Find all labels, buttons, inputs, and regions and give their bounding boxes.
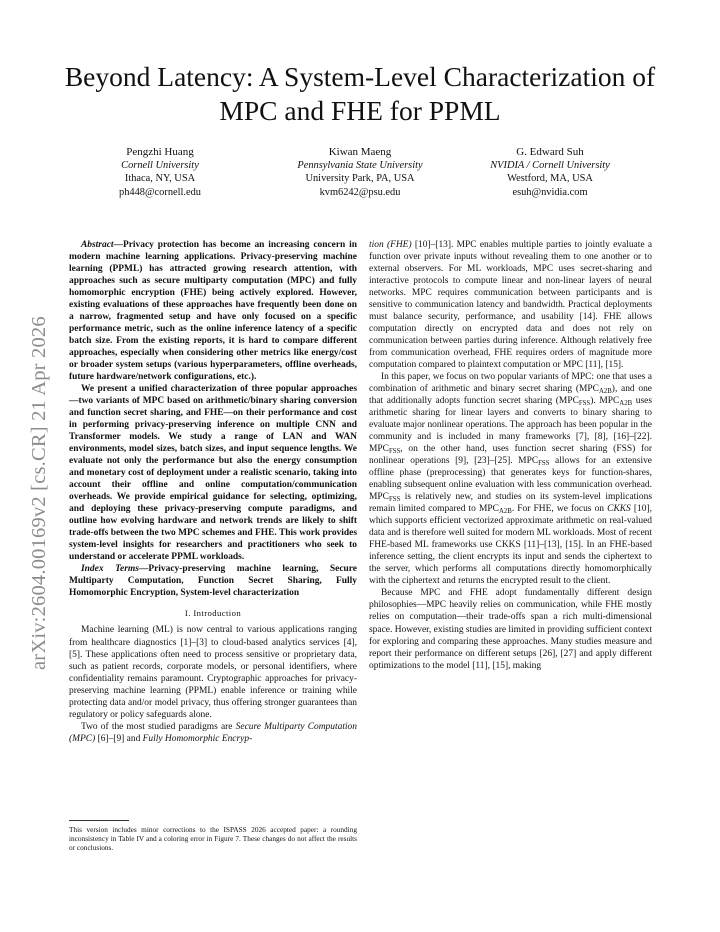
abstract-paragraph-2: We present a unified characterization of three popular approaches—two variants of MPC based on arithmetic/binary sharing conversion and function secret sharing, and FHE—on their performance and cost in performing privacy-preserving inference on multiple CNN and Transformer models. We study a range of LAN and WAN environments, model sizes, batch sizes, and input sequence lengths. We evaluate not only the performance but also the energy consumption and monetary cost of deployment under a realistic scenario, taking into account their offline and online computation/communication overheads. We provide empirical guidance for selecting, optimizing, and deploying these privacy-preserving compute paradigms, and outline how evolving hardware and network trends are likely to shift trade-offs between the two MPC schemes and FHE. This work provides system-level insights for researchers and practitioners who seek to understand or accelerate PPML workloads. (69, 384, 357, 563)
arxiv-stamp: arXiv:2604.00169v2 [cs.CR] 21 Apr 2026 (28, 316, 50, 670)
footnote: This version includes minor corrections to the ISPASS 2026 accepted paper: a rounding inconsistency in Table IV and a coloring error in Figure 7. These changes do not affect the results or conclusions. (69, 825, 357, 853)
author-location: Ithaca, NY, USA (124, 173, 196, 185)
index-terms-label: Index Terms (81, 564, 139, 575)
author-name: Pengzhi Huang (126, 146, 194, 158)
footnote-rule (69, 820, 129, 821)
intro-paragraph-2-cont: tion (FHE) [10]–[13]. MPC enables multiple parties to jointly evaluate a function over private inputs without revealing them to one another or to external observers. For ML workloads, MPC uses secret-sharing and interactive protocols to compute linear and non-linear layers of neural networks. MPC requires communication between participants and is sensitive to communication latency and bandwidth. Practical deployments must balance security, performance, and usability [14]. FHE allows computation directly on encrypted data and does not rely on communication between parties during inference. Although relatively free from communication overhead, FHE requires orders of magnitude more computation compared to plaintext computation or MPC [11], [15]. (369, 240, 653, 371)
author-2 (262, 146, 458, 199)
section-heading: I. Introduction (184, 608, 242, 619)
author-email: ph448@cornell.edu (119, 186, 201, 198)
left-column (69, 239, 357, 745)
intro-paragraph-1: Machine learning (ML) is now central to various applications ranging from healthcare diagnostics [1]–[3] to cloud-based analytics services [4], [5]. These applications often need to process sensitive or proprietary data, such as patient records, corporate models, or personal identifiers, where confidentiality remains paramount. Cryptographic approaches for privacy-preserving machine learning (PPML) enable inference or training while protecting data and/or model privacy, thus offering stronger guarantees than regulatory or policy safeguards alone. (69, 625, 357, 720)
author-location: Westford, MA, USA (507, 173, 593, 185)
intro-paragraph-4: Because MPC and FHE adopt fundamentally different design philosophies—MPC heavily relies on communication, while FHE mostly relies on computation—their trade-offs span a rich multi-dimensional space. However, existing studies are limited in providing sufficient context for exploring and comparing these approaches. Many studies measure and report their performance on different setups [26], [27] and apply different optimizations to the model [11], [15], making (369, 588, 652, 671)
author-affiliation: Pennsylvania State University (297, 160, 423, 172)
intro-paragraph-3: In this paper, we focus on two popular variants of MPC: one that uses a combination of arithmetic and binary secret sharing $(MPC_{A2B})$, and one that additionally adopts function secret sharing $(MPC_{FSS})$. $MPC_{A2B}$ uses arithmetic sharing for linear layers and converts to binary sharing to evaluate major nonlinear operations. The approach has been popular in the community and is included in many frameworks [7], [8], [16]–[22]. $MPC_{FSS}$, on the other hand, uses function secret sharing (FSS) for nonlinear operations [9], [23]–[25]. $MPC_{FSS}$ allows for an extensive offline phase (preprocessing) that generates keys for function-shares, enabling subsequent online evaluation with less communication overhead. $MPC_{FSS}$ is relatively new, and studies on its system-level implications remain limited compared to $MPC_{A2B}$. For FHE, we focus on CKKS [10], which supports efficient vectorized approximate arithmetic on real-valued data and is therefore well suited for modern ML workloads. Most of recent FHE-based ML frameworks use CKKS [11]–[13], [15]. In an FHE-based inference setting, the client encrypts its input and sends the ciphertext to the server, which performs all computations directly homomorphically with the ciphertext and returns the encrypted result to the client. (369, 372, 652, 587)
author-email: esuh@nvidia.com (512, 186, 588, 198)
author-email: kvm6242@psu.edu (319, 186, 401, 198)
paper-title: Beyond Latency: A System-Level Characterization of MPC and FHE for PPML (64, 61, 656, 126)
author-affiliation: NVIDIA / Cornell University (490, 160, 610, 172)
intro-paragraph-2: Two of the most studied paradigms are Secure Multiparty Computation (MPC) [6]–[9] and Fully Homomorphic Encryp- (69, 721, 357, 744)
author-affiliation: Cornell University (121, 160, 199, 172)
abstract-paragraph: Abstract—Privacy protection has become an increasing concern in modern machine learning applications. Privacy-preserving machine learning (PPML) has attracted growing research attention, with approaches such as secure multiparty computation (MPC) and fully homomorphic encryption (FHE) being actively explored. However, existing evaluations of these approaches have frequently been done on a narrow, fragmented setup and have only focused on a specific performance metric, such as the online inference latency of a specific batch size. From the existing reports, it is hard to compare different approaches, especially when considering other metrics like energy/cost or broader system setups (various hyperparameters, offline overheads, future hardware/network configurations, etc.). (69, 240, 357, 383)
right-column (369, 239, 652, 672)
abstract-label: Abstract (81, 240, 114, 250)
author-name: G. Edward Suh (516, 146, 584, 158)
author-1 (80, 146, 240, 199)
author-name: Kiwan Maeng (328, 146, 392, 158)
author-3 (455, 146, 645, 199)
index-terms: Index Terms—Privacy-preserving machine learning, Secure Multiparty Computation, Function Secret Sharing, Fully Homomorphic Encryption, System-level characterization (69, 564, 357, 599)
author-location: University Park, PA, USA (305, 173, 415, 185)
